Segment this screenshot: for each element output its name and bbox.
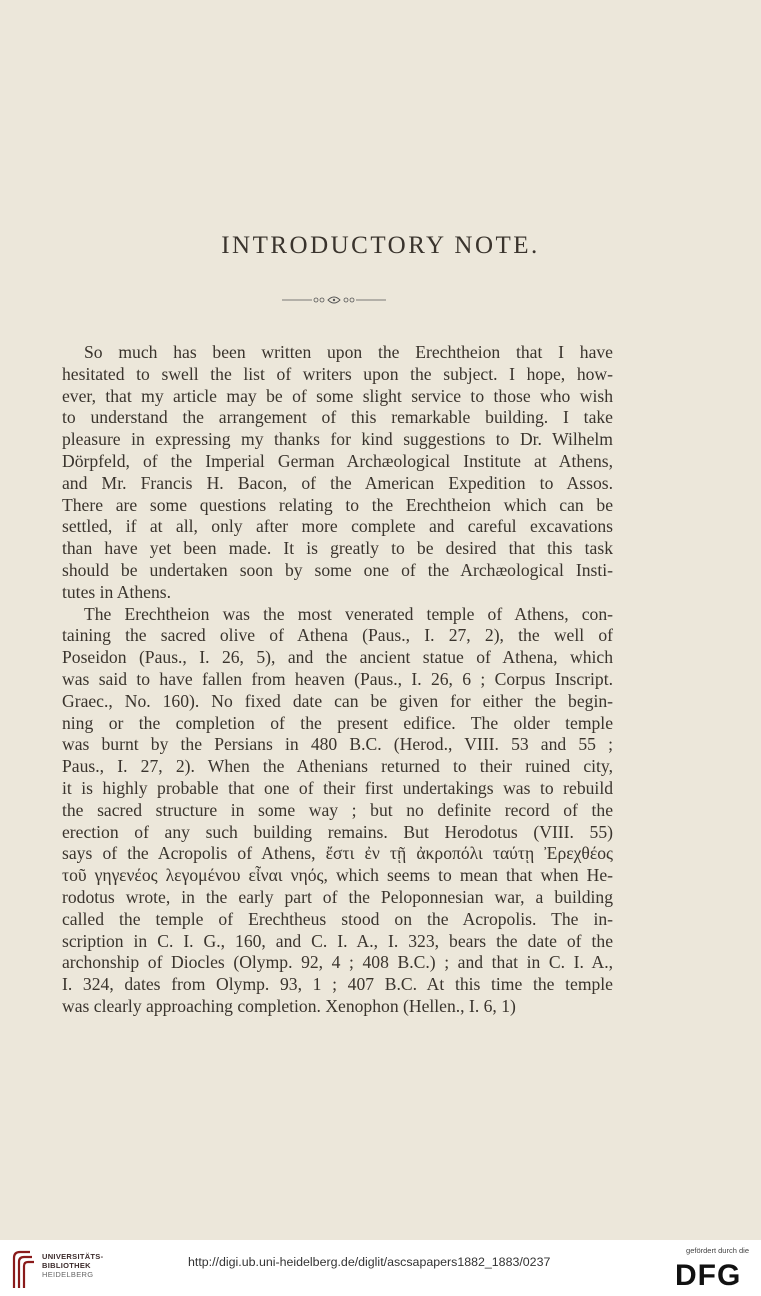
text-line: tutes in Athens. [62, 581, 171, 602]
text-line: should be undertaken soon by some one of the Archæological Insti- [62, 559, 613, 580]
text-line: was burnt by the Persians in 480 B.C. (Herod., VIII. 53 and 55 ; [62, 734, 613, 755]
text-line: Paus., I. 27, 2). When the Athenians returned to their ruined city, [62, 756, 613, 777]
text-line: scription in C. I. G., 160, and C. I. A., I. 323, bears the date of the [62, 930, 613, 951]
ornament-divider [282, 292, 386, 308]
text-line: the sacred structure in some way ; but no definite record of the [62, 799, 613, 820]
text-line: τοῦ γηγενέος λεγομένου εἶναι νηός, which seems to mean that when He- [62, 865, 613, 886]
heidelberg-library-logo-icon [8, 1250, 38, 1290]
text-line: to understand the arrangement of this remarkable building. I take [62, 407, 613, 428]
text-line: So much has been written upon the Erechtheion that I have [84, 342, 613, 362]
text-line: ever, that my article may be of some slight service to those who wish [62, 385, 613, 406]
text-line: I. 324, dates from Olymp. 93, 1 ; 407 B.C. At this time the temple [62, 974, 613, 995]
paragraph [62, 342, 613, 604]
text-line: was said to have fallen from heaven (Paus., I. 26, 6 ; Corpus Inscript. [62, 668, 613, 689]
text-line: archonship of Diocles (Olymp. 92, 4 ; 408 B.C.) ; and that in C. I. A., [62, 952, 613, 973]
funded-by-label: gefördert durch die [686, 1246, 749, 1255]
text-line: it is highly probable that one of their first undertakings was to rebuild [62, 777, 613, 798]
text-line: settled, if at all, only after more complete and careful excavations [62, 516, 613, 537]
dfg-logo-icon [675, 1258, 751, 1288]
text-line: hesitated to swell the list of writers upon the subject. I hope, how- [62, 363, 613, 384]
text-line: pleasure in expressing my thanks for kind suggestions to Dr. Wilhelm [62, 429, 613, 450]
paragraph [62, 604, 613, 1018]
text-line: Dörpfeld, of the Imperial German Archæological Institute at Athens, [62, 450, 613, 471]
text-line: was clearly approaching completion. Xenophon (Hellen., I. 6, 1) [62, 995, 516, 1016]
dfg-logo-text: DFG [675, 1259, 742, 1288]
text-line: ning or the completion of the present edifice. The older temple [62, 712, 613, 733]
text-line: says of the Acropolis of Athens, ἔστι ἐν τῇ ἀκροπόλι ταύτῃ Ἐρεχθέος [62, 843, 613, 864]
text-line: and Mr. Francis H. Bacon, of the American Expedition to Assos. [62, 472, 613, 493]
library-name: UNIVERSITÄTS- BIBLIOTHEK HEIDELBERG [42, 1252, 104, 1279]
text-line: erection of any such building remains. But Herodotus (VIII. 55) [62, 821, 613, 842]
text-line: than have yet been made. It is greatly to be desired that this task [62, 538, 613, 559]
text-line: The Erechtheion was the most venerated temple of Athens, con- [84, 603, 613, 624]
permalink-url[interactable]: http://digi.ub.uni-heidelberg.de/diglit/ascsapapers1882_1883/0237 [188, 1255, 551, 1269]
text-line: taining the sacred olive of Athena (Paus., I. 27, 2), the well of [62, 625, 613, 646]
footer-bar [0, 1240, 761, 1296]
text-line: Poseidon (Paus., I. 26, 5), and the ancient statue of Athena, which [62, 647, 613, 668]
text-line: called the temple of Erechtheus stood on the Acropolis. The in- [62, 908, 613, 929]
text-line: Graec., No. 160). No fixed date can be given for either the begin- [62, 690, 613, 711]
body-text [62, 342, 613, 1018]
text-line: There are some questions relating to the Erechtheion which can be [62, 494, 613, 515]
text-line: rodotus wrote, in the early part of the Peloponnesian war, a building [62, 886, 613, 907]
page-title: INTRODUCTORY NOTE. [221, 232, 540, 259]
